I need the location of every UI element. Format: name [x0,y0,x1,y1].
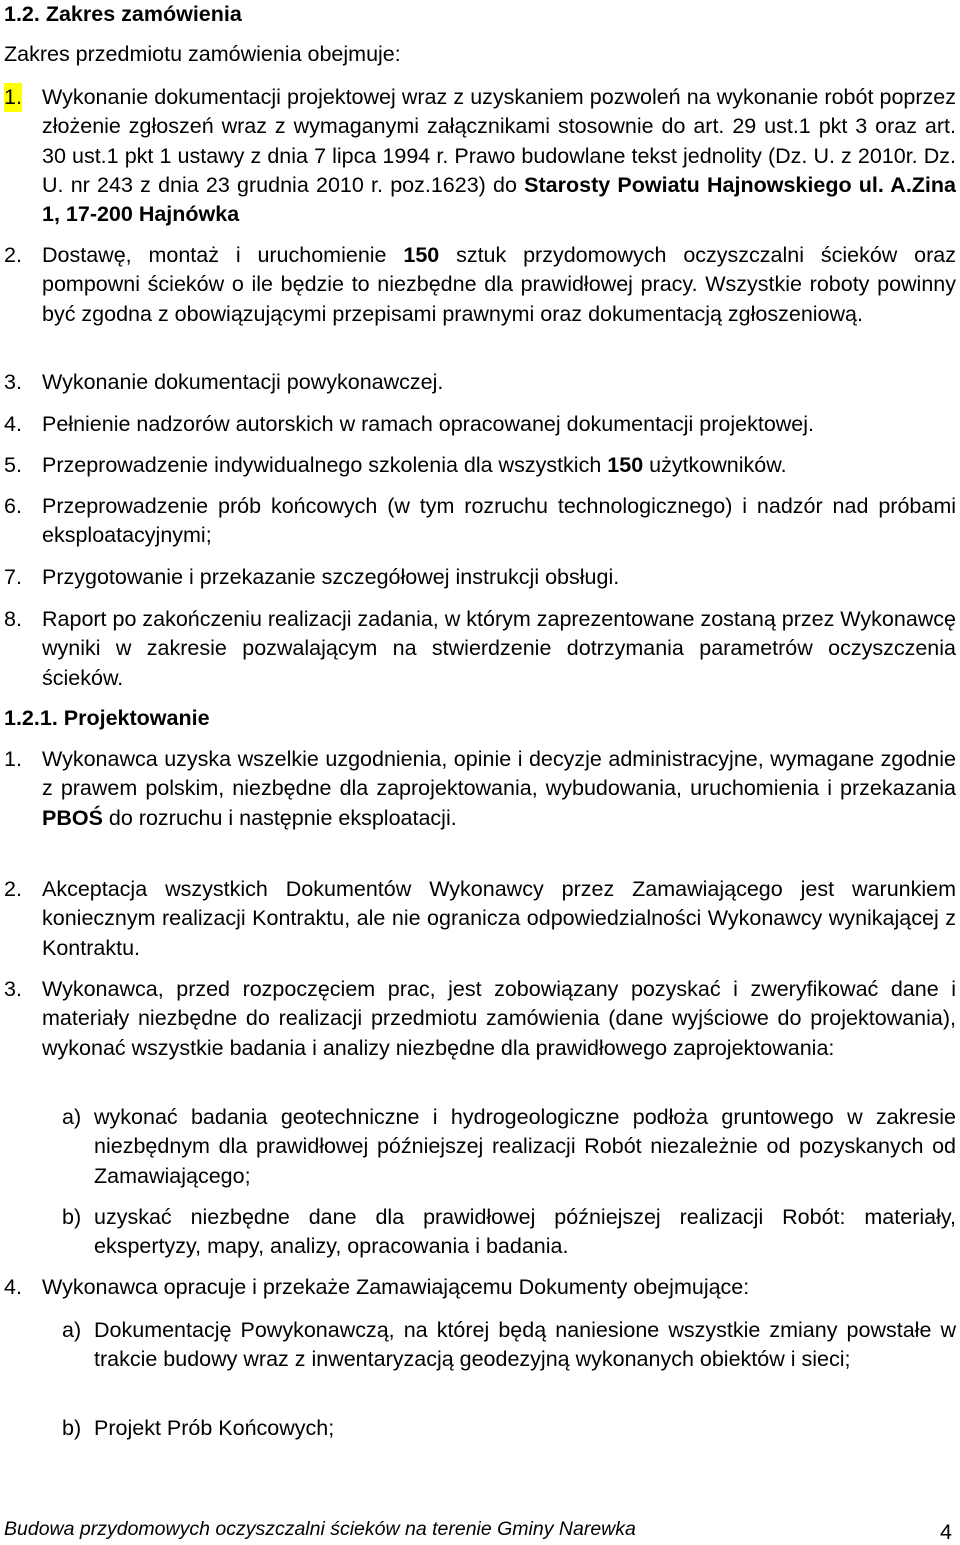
list-item-text: wykonać badania geotechniczne i hydrogeologiczne podłoża gruntowego w zakresie niezbędnym dla prawidłowej późniejszej realizacji Robót niezależnie od pozyskanych od Zamawiającego; [94,1105,956,1188]
list-number: 5. [4,453,22,477]
list-item-text: Wykonanie dokumentacji powykonawczej. [42,370,444,394]
list-number: 7. [4,565,22,589]
design-subitem-b-4 [62,1414,956,1443]
list-letter: a) [62,1105,82,1129]
scope-item-5 [4,451,956,480]
list-number: 1. [4,747,22,771]
list-number: 3. [4,977,22,1001]
list-item-text: Projekt Prób Końcowych; [94,1416,335,1440]
list-letter: a) [62,1318,82,1342]
scope-item-1 [4,83,956,229]
design-item-3 [4,975,956,1063]
list-item-text: uzyskać niezbędne dane dla prawidłowej późniejszej realizacji Robót: materiały, ekspertyzy, mapy, analizy, opracowania i badania. [94,1205,956,1259]
page-footer [4,1518,956,1544]
scope-item-2 [4,241,956,329]
list-number: 3. [4,370,22,394]
scope-item-4 [4,410,956,439]
design-item-4 [4,1273,956,1302]
list-item-text: Wykonawca uzyska wszelkie uzgodnienia, opinie i decyzje administracyjne, wymagane zgodnie z prawem polskim, niezbędne dla zaprojektowania, wybudowania, uruchomienia i przekazania PBOŚ do rozruchu i następnie eksploatacji. [42,747,956,830]
design-item-2 [4,875,956,963]
list-number: 4. [4,412,22,436]
list-letter: b) [62,1416,82,1440]
list-item-text: Dokumentację Powykonawczą, na której będą naniesione wszystkie zmiany powstałe w trakcie budowy wraz z inwentaryzacją geodezyjną wykonanych obiektów i sieci; [94,1318,956,1372]
list-letter: b) [62,1205,82,1229]
subsection-heading: 1.2.1. Projektowanie [4,706,210,730]
design-subitem-a [62,1103,956,1191]
list-item-text: Przeprowadzenie indywidualnego szkolenia dla wszystkich 150 użytkowników. [42,453,787,477]
list-item-text: Pełnienie nadzorów autorskich w ramach opracowanej dokumentacji projektowej. [42,412,815,436]
list-number: 8. [4,607,22,631]
list-number: 2. [4,877,22,901]
scope-item-6 [4,492,956,551]
list-number: 6. [4,494,22,518]
scope-item-3 [4,368,956,397]
list-item-text: Wykonawca opracuje i przekaże Zamawiającemu Dokumenty obejmujące: [42,1275,750,1299]
list-item-text: Przygotowanie i przekazanie szczegółowej instrukcji obsługi. [42,565,620,589]
list-item-text: Przeprowadzenie prób końcowych (w tym rozruchu technologicznego) i nadzór nad próbami eksploatacyjnymi; [42,494,956,548]
page-number: 4 [940,1520,952,1544]
design-subitem-a-4 [62,1316,956,1375]
section-heading: 1.2. Zakres zamówienia [4,2,242,26]
scope-item-8 [4,605,956,693]
scope-item-7 [4,563,956,592]
design-item-1 [4,745,956,833]
list-number: 1. [4,83,22,112]
section-intro: Zakres przedmiotu zamówienia obejmuje: [4,42,401,66]
list-item-text: Dostawę, montaż i uruchomienie 150 sztuk przydomowych oczyszczalni ścieków oraz pompowni ścieków o ile będzie to niezbędne dla prawidłowej pracy. Wszystkie roboty powinny być zgodna z obowiązującymi przepisami prawnymi oraz dokumentacją zgłoszeniową. [42,243,956,326]
list-item-text: Wykonawca, przed rozpoczęciem prac, jest zobowiązany pozyskać i zweryfikować dane i materiały niezbędne do realizacji przedmiotu zamówienia (dane wyjściowe do projektowania), wykonać wszystkie badania i analizy niezbędne dla prawidłowego zaprojektowania: [42,977,956,1060]
authority-address: Starosty Powiatu Hajnowskiego ul. A.Zina 1, 17-200 Hajnówka [42,172,956,227]
list-number: 2. [4,243,22,267]
list-item-text: Akceptacja wszystkich Dokumentów Wykonawcy przez Zamawiającego jest warunkiem koniecznym realizacji Kontraktu, ale nie ogranicza odpowiedzialności Wykonawcy wynikającej z Kontraktu. [42,877,956,960]
list-item-text: Raport po zakończeniu realizacji zadania, w którym zaprezentowane zostaną przez Wykonawcę wyniki w zakresie pozwalającym na stwierdzenie dotrzymania parametrów oczyszczenia ścieków. [42,607,957,690]
list-number: 4. [4,1275,22,1299]
list-item-text: Wykonanie dokumentacji projektowej wraz z uzyskaniem pozwoleń na wykonanie robót poprzez złożenie zgłoszeń wraz z wymaganymi załącznikami stosownie do art. 29 ust.1 pkt 3 oraz art. 30 ust.1 pkt 1 ustawy z dnia 7 lipca 1994 r. Prawo budowlane tekst jednolity (Dz. U. z 2010r. Dz. U. nr 243 z dnia 23 grudnia 2010 r. poz.1623) do Starosty Powiatu Hajnowskiego ul. A.Zina 1, 17-200 Hajnówka [42,85,956,227]
footer-title: Budowa przydomowych oczyszczalni ścieków na terenie Gminy Narewka [4,1518,636,1540]
design-subitem-b [62,1203,956,1262]
